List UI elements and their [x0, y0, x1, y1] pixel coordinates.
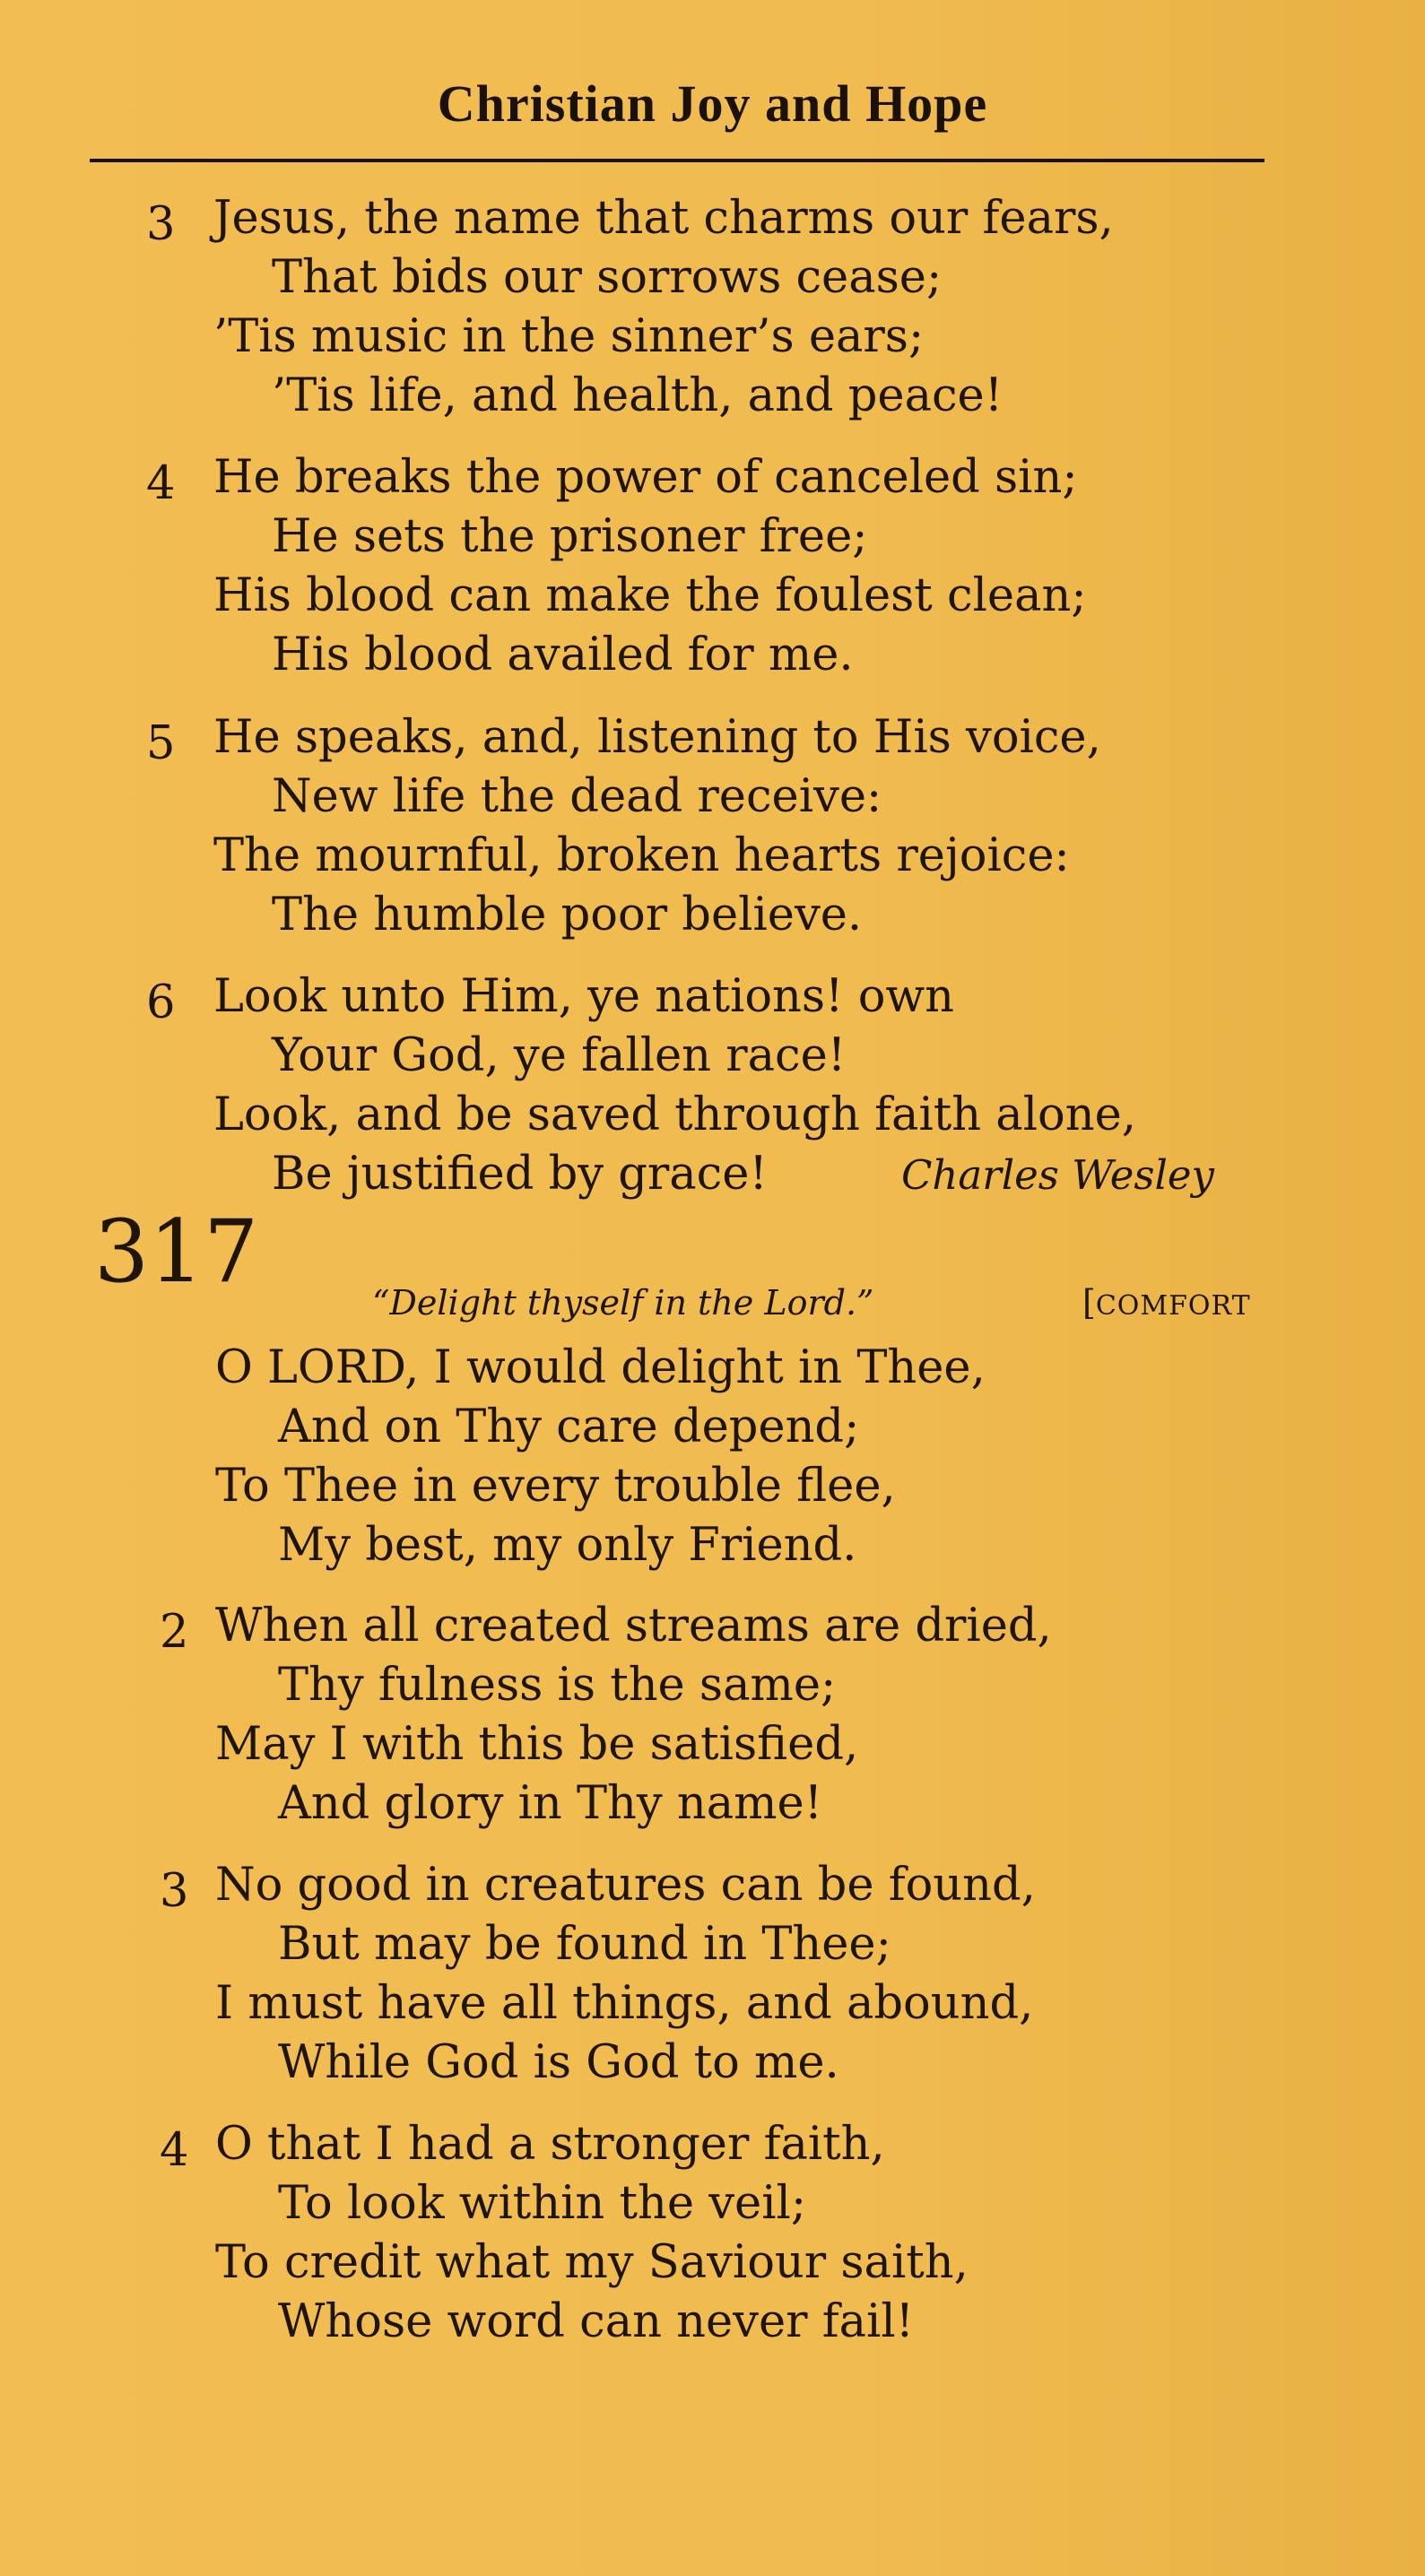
verse-line: Look, and be saved through faith alone, — [213, 1089, 1136, 1141]
tune-name — [1082, 1283, 1251, 1323]
tune-label: COMFORT — [1095, 1290, 1251, 1322]
epigraph: “Delight thyself in the Lord.” — [372, 1283, 874, 1323]
stanza-number: 4 — [160, 2124, 189, 2177]
verse-line: Be justified by grace! — [272, 1148, 768, 1201]
verse-line: While God is God to me. — [278, 2036, 839, 2089]
verse-line: ’Tis music in the sinner’s ears; — [213, 310, 925, 363]
verse-line: His blood can make the foulest clean; — [213, 569, 1087, 622]
verse-line: No good in creatures can be found, — [215, 1859, 1036, 1912]
verse-line: He breaks the power of canceled sin; — [213, 451, 1078, 504]
verse-line: Thy fulness is the same; — [278, 1659, 837, 1712]
verse-line: Your God, ye fallen race! — [272, 1029, 847, 1082]
verse-line: Jesus, the name that charms our fears, — [213, 192, 1114, 245]
verse-line: To Thee in every trouble flee, — [215, 1460, 896, 1513]
verse-line: Look unto Him, ye nations! own — [213, 970, 954, 1023]
verse-line: The humble poor believe. — [272, 889, 863, 941]
tune-bracket: [ — [1082, 1283, 1096, 1323]
verse-line: New life the dead receive: — [272, 770, 882, 823]
verse-line: O that I had a stronger faith, — [215, 2118, 885, 2171]
verse-line: When all created streams are dried, — [215, 1600, 1052, 1652]
stanza-number: 2 — [160, 1606, 189, 1659]
verse-line: My best, my only Friend. — [278, 1519, 857, 1572]
stanza-number: 6 — [146, 976, 176, 1029]
hymn-number: 317 — [94, 1201, 259, 1302]
stanza-number: 5 — [146, 717, 176, 770]
verse-line: He sets the prisoner free; — [272, 510, 868, 563]
verse-line: And on Thy care depend; — [278, 1401, 860, 1453]
verse-line: His blood availed for me. — [272, 629, 854, 681]
author-attribution: Charles Wesley — [901, 1151, 1214, 1199]
stanza-number: 4 — [146, 457, 176, 510]
verse-line: ’Tis life, and health, and peace! — [272, 369, 1004, 422]
stanza-number: 3 — [146, 198, 176, 251]
stanza-number: 3 — [160, 1865, 189, 1918]
verse-line: And glory in Thy name! — [278, 1777, 823, 1830]
verse-line: The mournful, broken hearts rejoice: — [213, 829, 1070, 882]
verse-line: I must have all things, and abound, — [215, 1977, 1034, 2030]
verse-line: May I with this be satisfied, — [215, 1718, 859, 1771]
running-header: Christian Joy and Hope — [437, 74, 988, 133]
verse-line: Whose word can never fail! — [278, 2295, 915, 2348]
verse-line: That bids our sorrows cease; — [272, 251, 943, 304]
verse-line: He speaks, and, listening to His voice, — [213, 711, 1101, 764]
verse-line: To look within the veil; — [278, 2177, 807, 2230]
verse-line: But may be found in Thee; — [278, 1918, 891, 1971]
verse-line: O LORD, I would delight in Thee, — [215, 1341, 986, 1394]
verse-line: To credit what my Saviour saith, — [215, 2236, 969, 2289]
header-rule — [90, 159, 1264, 162]
